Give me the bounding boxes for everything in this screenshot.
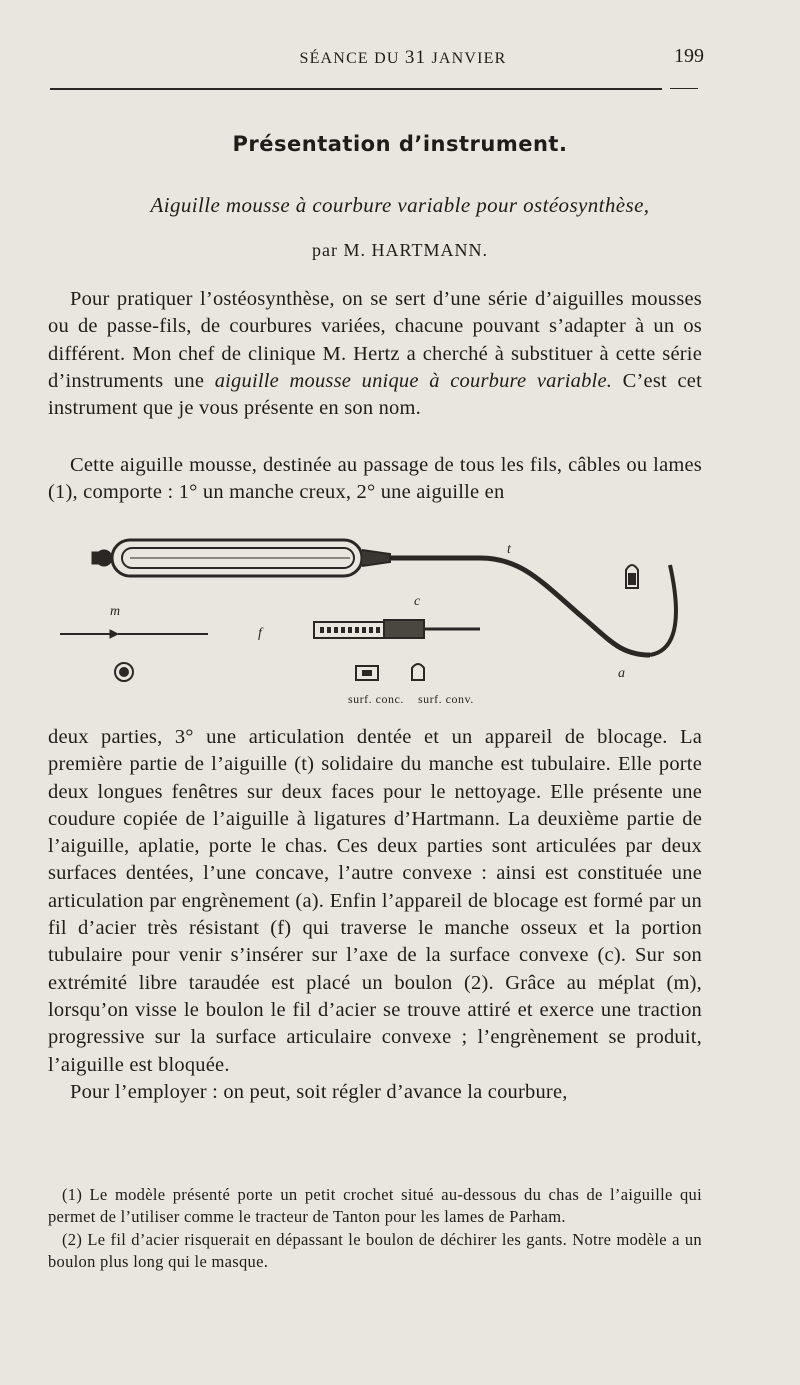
paragraph-3-text: deux parties, 3° une articulation dentée et un appareil de blocage. La première partie de l’aiguille (t) solidaire du manche est tubulaire. Elle porte deux longues fenêtres sur deux faces pour le nettoyage. Elle présente une coudure copiée de l’aiguille à ligatures d’Hartmann. La deuxième partie de l’aiguille, aplatie, porte le chas. Ces deux parties sont articulées par deux surfaces dentées, l’une concave, l’autre convexe : ainsi est constituée une articulation par engrènement (a). Enfin l’appareil de blocage est formé par un fil d’acier très résistant (f) qui traverse le manche osseux et la portion tubulaire pour venir s’insérer sur l’axe de la surface convexe (c). Sur son extrémité libre taraudée est placé un boulon (2). Grâce au méplat (m), lorsqu’on visse le boulon le fil d’acier se trouve attiré et exerce une traction progressive sur la surface articulaire convexe ; l’engrènement se produit, l’aiguille est bloquée. — [48, 726, 702, 1076]
joint-detail — [314, 620, 480, 638]
paragraph-4-text: Pour l’employer : on peut, soit régler d’avance la courbure, — [70, 1080, 568, 1103]
figure-label-c: c — [414, 594, 421, 609]
section-title: Présentation d’instrument. — [232, 132, 568, 156]
paragraph-3 — [48, 724, 702, 1106]
footnote-2: (2) Le fil d’acier risquerait en dépassant le boulon de déchirer les gants. Notre modèle a un boulon plus long qui le masque. — [48, 1230, 702, 1271]
page-number: 199 — [674, 45, 704, 67]
needle-shaft — [390, 558, 650, 655]
paragraph-1-text-a: Pour pratiquer l’ostéosynthèse, on se sert d’une série d’aiguilles mousses ou de passe-fils, de courbures variées, chacune pouvant s’adapter à un os différent. Mon chef de clinique M. Hertz a cherché à substituer à cette série d’instruments une — [48, 288, 702, 392]
figure-label-f: f — [258, 626, 262, 641]
figure-caption-convex: surf. conv. — [418, 692, 474, 706]
article-subtitle: Aiguille mousse à courbure variable pour ostéosynthèse, — [150, 193, 650, 217]
instrument-figure — [40, 520, 760, 720]
cross-section-icons — [115, 663, 424, 681]
running-title-prefix: SÉANCE DU — [299, 50, 400, 67]
needle-eye-detail — [626, 565, 638, 588]
needle-curve-tip — [650, 565, 676, 655]
paragraph-2 — [48, 452, 702, 507]
running-title — [258, 47, 548, 69]
needle-handle — [92, 540, 390, 576]
running-title-day: 31 — [404, 47, 427, 68]
article-author: par M. HARTMANN. — [312, 240, 488, 260]
footnotes — [48, 1184, 702, 1272]
paragraph-2-text: Cette aiguille mousse, destinée au passage de tous les fils, câbles ou lames (1), comporte : 1° un manche creux, 2° une aiguille en — [48, 454, 702, 504]
figure-caption-concave: surf. conc. — [348, 692, 404, 706]
header-rule — [50, 88, 662, 90]
running-header — [48, 47, 704, 71]
running-title-month: JANVIER — [431, 50, 507, 67]
paragraph-1-text-b: C’est cet instrument que je vous présente en son nom. — [48, 369, 703, 420]
figure-label-m: m — [110, 604, 121, 619]
instrument-illustration — [40, 520, 760, 720]
figure-label-t: t — [507, 542, 511, 557]
paragraph-1-emphasis: aiguille mousse unique à courbure variable. — [214, 369, 613, 392]
header-rule-short — [670, 88, 698, 89]
figure-label-a: a — [618, 666, 625, 681]
footnote-1: (1) Le modèle présenté porte un petit crochet situé au-dessous du chas de l’aiguille qui permet de l’utiliser comme le tracteur de Tanton pour les lames de Parham. — [48, 1185, 702, 1226]
paragraph-1 — [48, 286, 702, 422]
meplat-detail — [60, 630, 208, 638]
